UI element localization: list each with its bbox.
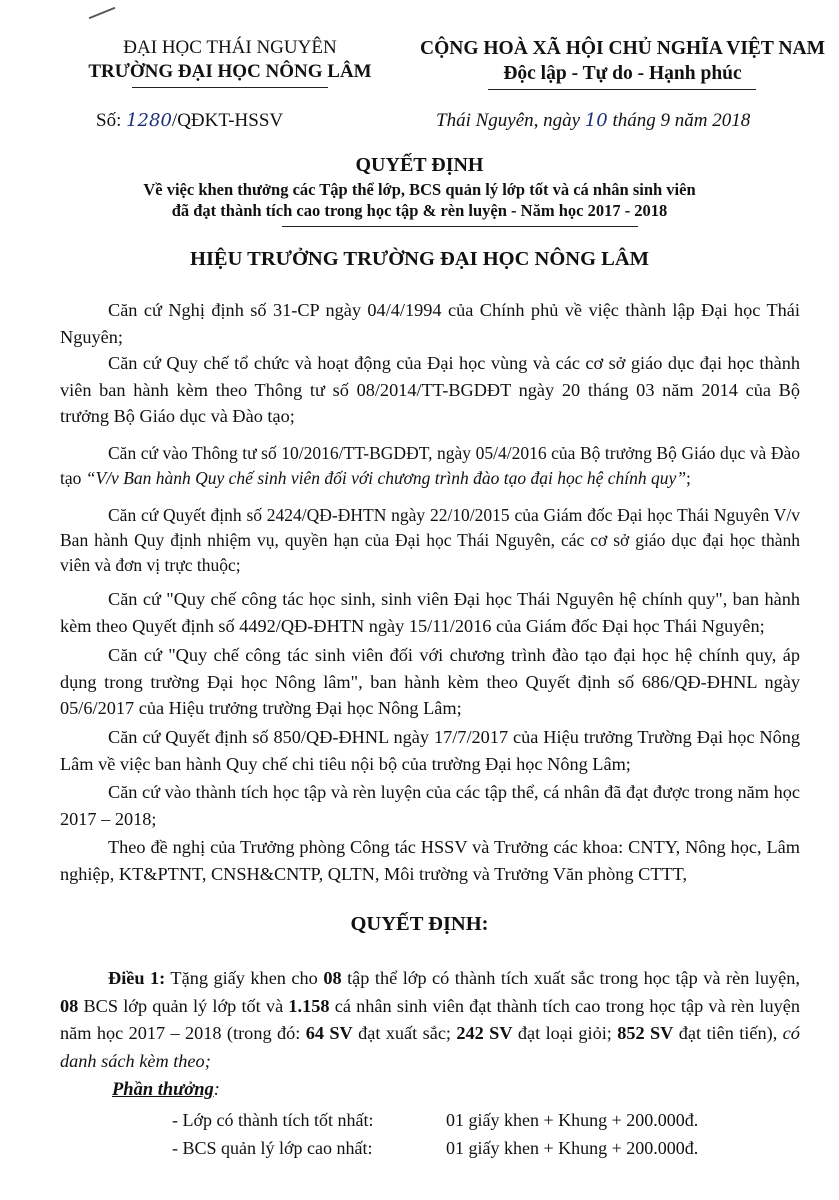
article-1-label: Điều 1:	[108, 968, 166, 988]
subject-line-2: đã đạt thành tích cao trong học tập & rèn luyện - Năm học 2017 - 2018	[171, 201, 668, 220]
reward-label: - BCS quản lý lớp cao nhất:	[172, 1138, 373, 1158]
basis-decision-850: Căn cứ Quyết định số 850/QĐ-ĐHNL ngày 17/7/2017 của Hiệu trưởng Trường Đại học Nông Lâm về việc ban hành Quy chế chi tiêu nội bộ của trường Đại học Nông Lâm;	[60, 727, 800, 774]
motto-underline	[488, 89, 756, 90]
circular-tail: ;	[686, 468, 691, 488]
article-1-text: cá nhân sinh viên đạt thành tích cao trong học tập và rèn luyện năm học 2017 – 2018 (trong đó:	[60, 995, 801, 1043]
number-suffix: /QĐKT-HSSV	[171, 110, 284, 131]
article-1	[60, 965, 800, 1075]
article-1-text: tập thể lớp có thành tích xuất sắc trong học tập và rèn luyện,	[347, 968, 800, 988]
date-month: 9	[660, 110, 671, 131]
article-1-text: đạt xuất sắc;	[358, 1023, 452, 1043]
article-1-count-classes: 08	[323, 968, 342, 988]
basis-regulation-686: Căn cứ "Quy chế công tác sinh viên đối với chương trình đào tạo đại học hệ chính quy, áp dụng trong trường Đại học Nông lâm", ban hành kèm theo Quyết định số 686/QĐ-ĐHNL ngày 05/6/2017 của Hiệu trưởng trường Đại học Nông Lâm;	[60, 645, 800, 718]
article-1-count-advanced: 852 SV	[617, 1023, 674, 1043]
motto: Độc lập - Tự do - Hạnh phúc	[503, 63, 742, 84]
basis-achievements: Căn cứ vào thành tích học tập và rèn luyện của các tập thể, cá nhân đã đạt được trong năm học 2017 – 2018;	[60, 782, 800, 829]
article-1-count-good: 242 SV	[456, 1023, 513, 1043]
country-name: CỘNG HOÀ XÃ HỘI CHỦ NGHĨA VIỆT NAM	[419, 38, 826, 59]
date-day: 10	[584, 110, 608, 131]
rewards-heading-colon: :	[213, 1080, 220, 1100]
decision-heading: QUYẾT ĐỊNH:	[350, 913, 489, 935]
date-place: Thái Nguyên, ngày	[436, 110, 581, 131]
basis-proposal: Theo đề nghị của Trưởng phòng Công tác HSSV và Trưởng các khoa: CNTY, Nông học, Lâm nghiệp, KT&PTNT, CNSH&CNTP, QLTN, Môi trường và Trưởng Văn phòng CTTT,	[60, 837, 800, 884]
circular-lead: Căn cứ vào Thông tư số 10/2016/TT-BGDĐT, ngày 05/4/2016 của Bộ trưởng Bộ Giáo dục và Đào tạo	[60, 443, 800, 488]
date-year-label: năm	[674, 110, 708, 131]
article-1-text: Tặng giấy khen cho	[170, 968, 318, 988]
basis-regulation: Căn cứ Quy chế tổ chức và hoạt động của Đại học vùng và các cơ sở giáo dục đại học thành viên ban hành kèm theo Thông tư số 08/2014/TT-BGDĐT ngày 20 tháng 03 năm 2014 của Bộ trưởng Bộ Giáo dục và Đào tạo;	[60, 353, 800, 426]
article-1-count-excellent: 64 SV	[305, 1023, 353, 1043]
article-1-text: đạt tiên tiến),	[678, 1023, 778, 1043]
rewards-heading-text: Phần thưởng	[112, 1080, 214, 1100]
subject-line-1: Về việc khen thưởng các Tập thể lớp, BCS quản lý lớp tốt và cá nhân sinh viên	[143, 180, 696, 199]
org-name: TRƯỜNG ĐẠI HỌC NÔNG LÂM	[88, 61, 372, 82]
subject-underline	[282, 226, 638, 227]
article-1-attachment-note: có danh sách kèm theo;	[60, 1023, 800, 1071]
reward-value-class: 01 giấy khen + Khung + 200.000đ.	[446, 1110, 699, 1130]
authority-heading: HIỆU TRƯỞNG TRƯỜNG ĐẠI HỌC NÔNG LÂM	[190, 248, 649, 270]
reward-row-bcs	[172, 1138, 373, 1159]
article-1-text: đạt loại giỏi;	[517, 1023, 612, 1043]
article-1-count-students: 1.158	[288, 995, 330, 1016]
article-1-text: BCS lớp quản lý lớp tốt và	[83, 995, 284, 1016]
document-date	[436, 110, 750, 132]
document-title: QUYẾT ĐỊNH	[355, 154, 484, 176]
number-handwritten: 1280	[126, 110, 172, 131]
reward-row-class	[172, 1110, 373, 1131]
circular-quoted: “V/v Ban hành Quy chế sinh viên đối với chương trình đào tạo đại học hệ chính quy”	[85, 468, 687, 488]
date-year: 2018	[712, 110, 751, 131]
basis-decree: Căn cứ Nghị định số 31-CP ngày 04/4/1994 của Chính phủ về việc thành lập Đại học Thái Nguyên;	[60, 300, 800, 347]
article-1-count-bcs: 08	[60, 995, 79, 1016]
org-underline	[132, 87, 328, 88]
reward-value-bcs: 01 giấy khen + Khung + 200.000đ.	[446, 1138, 699, 1158]
pen-stroke-mark	[89, 7, 116, 19]
basis-circular	[60, 441, 800, 491]
org-parent: ĐẠI HỌC THÁI NGUYÊN	[123, 37, 337, 58]
number-prefix: Số:	[96, 110, 122, 131]
rewards-heading	[112, 1080, 220, 1101]
basis-regulation-4492: Căn cứ "Quy chế công tác học sinh, sinh viên Đại học Thái Nguyên hệ chính quy", ban hành kèm theo Quyết định số 4492/QĐ-ĐHTN ngày 15/11/2016 của Giám đốc Đại học Thái Nguyên;	[60, 589, 800, 636]
basis-decision-2424: Căn cứ Quyết định số 2424/QĐ-ĐHTN ngày 22/10/2015 của Giám đốc Đại học Thái Nguyên V/v Ban hành Quy định nhiệm vụ, quyền hạn của Đại học Thái Nguyên, các cơ sở giáo dục đại học thành viên và đơn vị trực thuộc;	[60, 505, 800, 575]
date-month-label: tháng	[612, 110, 656, 131]
document-number	[96, 110, 283, 132]
reward-label: - Lớp có thành tích tốt nhất:	[172, 1110, 374, 1130]
